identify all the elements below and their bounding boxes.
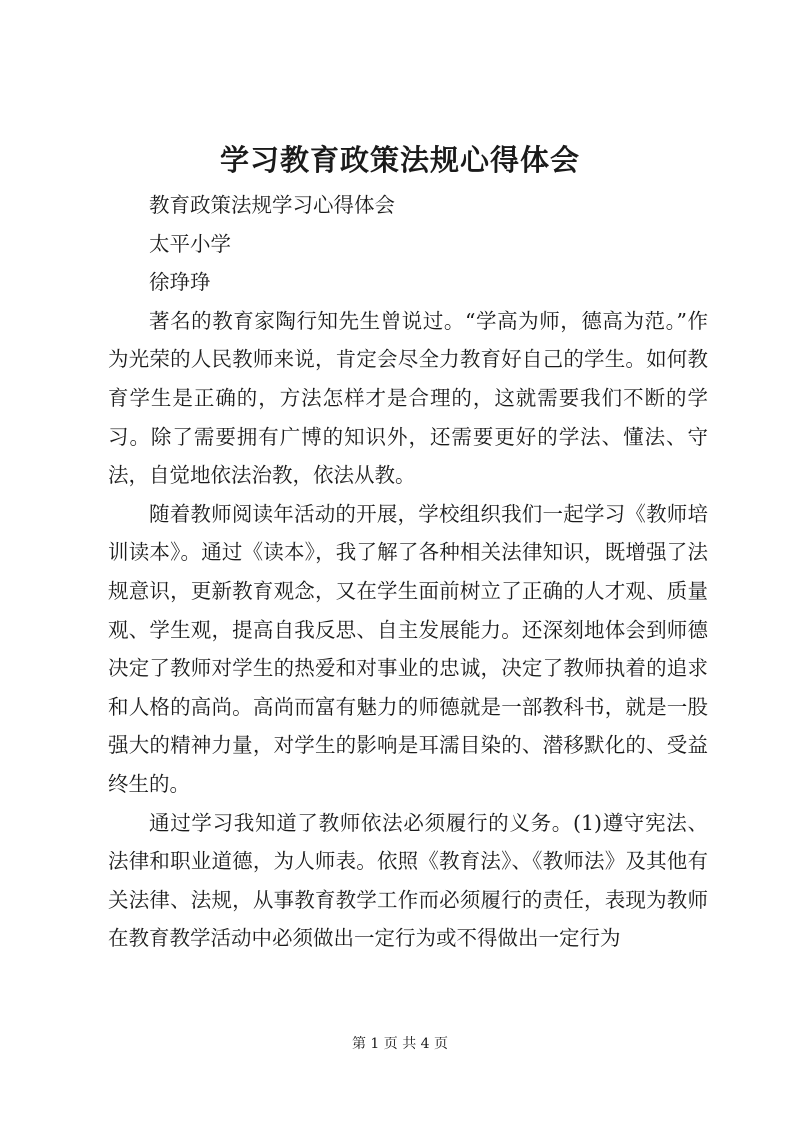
document-body (108, 186, 708, 958)
page-number-footer: 第 1 页 共 4 页 (351, 1036, 449, 1052)
body-paragraph: 通过学习我知道了教师依法必须履行的义务。(1)遵守宪法、法律和职业道德，为人师表。依照《教育法》、《教师法》及其他有关法律、法规，从事教育教学工作而必须履行的责任，表现为教师在教育教学活动中必须做出一定行为或不得做出一定行为 (108, 810, 708, 951)
body-paragraph: 著名的教育家陶行知先生曾说过。“学高为师，德高为范。”作为光荣的人民教师来说，肯定会尽全力教育好自己的学生。如何教育学生是正确的，方法怎样才是合理的，这就需要我们不断的学习。除了需要拥有广博的知识外，还需要更好的学法、懂法、守法，自觉地依法治教，依法从教。 (108, 308, 708, 488)
subtitle-paragraph: 教育政策法规学习心得体会 (149, 193, 395, 217)
school-name-paragraph: 太平小学 (149, 231, 231, 256)
author-name-paragraph: 徐琤琤 (149, 270, 211, 295)
body-paragraph: 随着教师阅读年活动的开展，学校组织我们一起学习《教师培训读本》。通过《读本》，我了解了各种相关法律知识，既增强了法规意识，更新教育观念，又在学生面前树立了正确的人才观、质量观、学生观，提高自我反思、自主发展能力。还深刻地体会到师德决定了教师对学生的热爱和对事业的忠诚，决定了教师执着的追求和人格的高尚。高尚而富有魅力的师德就是一部教科书，就是一股强大的精神力量，对学生的影响是耳濡目染的、潜移默化的、受益终生的。 (108, 501, 708, 796)
document-title: 学习教育政策法规心得体会 (219, 143, 580, 177)
